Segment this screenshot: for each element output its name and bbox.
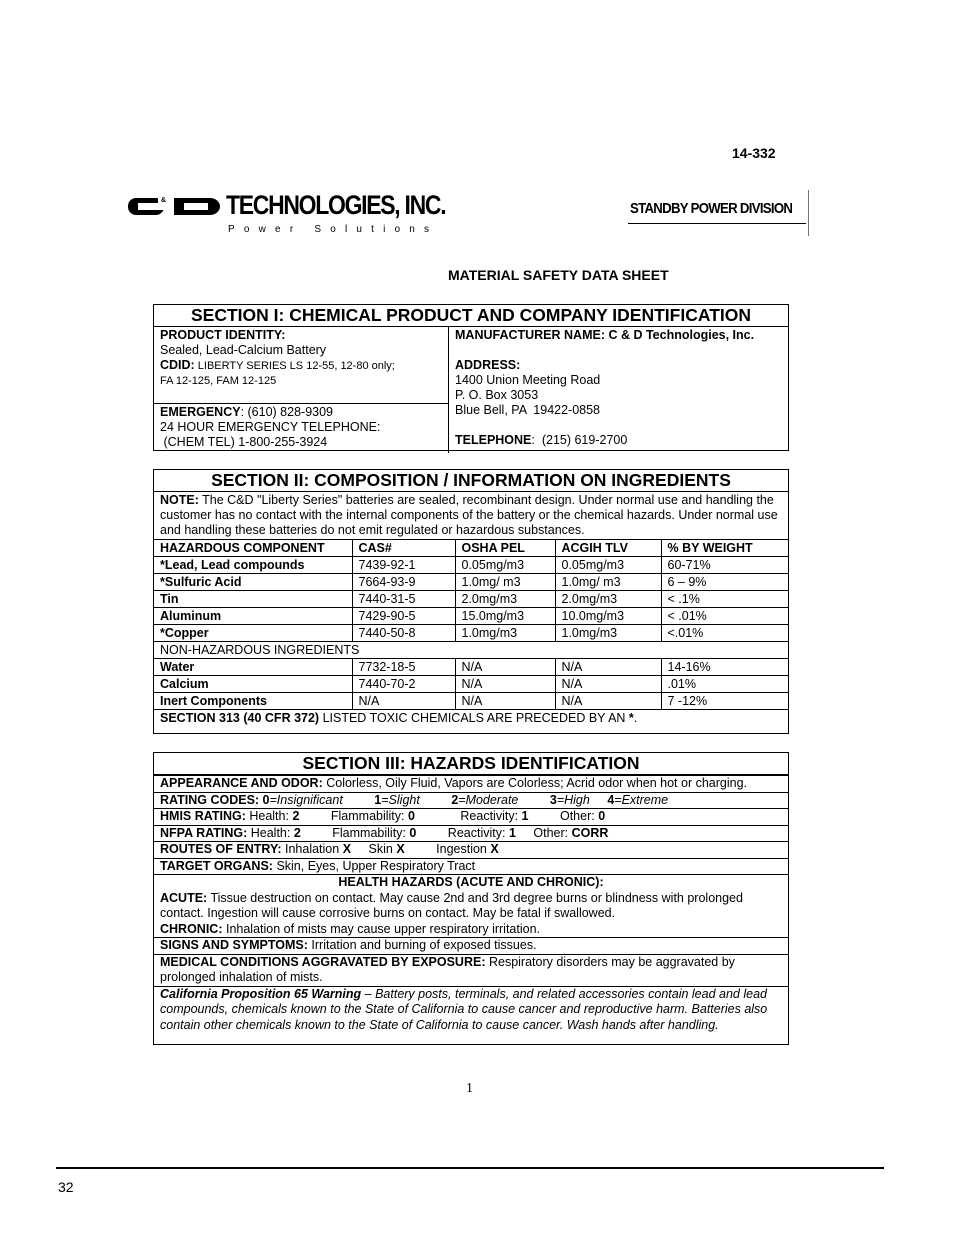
section-313-label: SECTION 313 (40 CFR 372) xyxy=(160,711,320,725)
chronic-value: Inhalation of mists may cause upper respiratory irritation. xyxy=(222,921,540,936)
table-cell: 7439-92-1 xyxy=(352,557,455,574)
table-cell: 7440-31-5 xyxy=(352,591,455,608)
rating-code: 0 xyxy=(262,792,270,807)
health-hazards-row xyxy=(154,874,788,937)
table-row xyxy=(154,659,788,676)
note-text: The C&D "Liberty Series" batteries are sealed, recombinant design. Under normal use and handling the customer has no contact with the internal components of the battery or the chemical hazards. Under normal use and handling these batteries do not emit regulated or hazardous substances. xyxy=(160,493,778,537)
address-line-3: Blue Bell, PA 19422-0858 xyxy=(455,403,601,417)
hmis-flammability: 0 xyxy=(407,809,415,823)
column-header: OSHA PEL xyxy=(461,541,525,555)
table-cell: N/A xyxy=(455,693,555,710)
skin-mark: X xyxy=(396,842,405,856)
section-1-heading: SECTION I: CHEMICAL PRODUCT AND COMPANY IDENTIFICATION xyxy=(154,305,788,327)
document-title: MATERIAL SAFETY DATA SHEET xyxy=(448,267,669,283)
product-identity-value: Sealed, Lead-Calcium Battery xyxy=(160,343,327,357)
table-cell: < .1% xyxy=(661,591,788,608)
table-row xyxy=(154,557,788,574)
section-2-heading: SECTION II: COMPOSITION / INFORMATION ON INGREDIENTS xyxy=(154,470,788,492)
ingredients-table xyxy=(154,492,788,726)
component-name: *Lead, Lead compounds xyxy=(160,558,305,572)
cdid-value-2: FA 12-125, FAM 12-125 xyxy=(160,375,277,387)
cdid-value: LIBERTY SERIES LS 12-55, 12-80 only; xyxy=(194,360,395,372)
component-name: *Copper xyxy=(160,626,209,640)
emergency-phone: : (610) 828-9309 xyxy=(240,405,334,419)
acute-value: Tissue destruction on contact. May cause 2nd and 3rd degree burns or blindness with prolonged contact. Ingestion will cause corrosive burns on contact. May be fatal if swallowed. xyxy=(160,890,743,920)
document-number: 14-332 xyxy=(732,145,776,161)
table-cell: N/A xyxy=(455,659,555,676)
component-name: *Sulfuric Acid xyxy=(160,575,242,589)
section-313-star: * xyxy=(628,711,634,725)
signs-value: Irritation and burning of exposed tissues. xyxy=(307,938,537,952)
note-label: NOTE: xyxy=(160,493,199,507)
table-cell: 7 -12% xyxy=(661,693,788,710)
column-header: CAS# xyxy=(358,541,392,555)
cd-logo-mark-icon xyxy=(128,195,224,217)
table-cell: 7429-90-5 xyxy=(352,608,455,625)
table-cell: 1.0mg/ m3 xyxy=(455,574,555,591)
signs-label: SIGNS AND SYMPTOMS: xyxy=(160,938,308,952)
hmis-reactivity: 1 xyxy=(521,809,529,823)
component-name: Aluminum xyxy=(160,609,222,623)
svg-text:&: & xyxy=(161,197,167,204)
brand-tagline: Power Solutions xyxy=(228,224,439,235)
table-cell: 7664-93-9 xyxy=(352,574,455,591)
column-header: HAZARDOUS COMPONENT xyxy=(160,541,325,555)
skin-label: Skin xyxy=(368,842,397,856)
health-label: Health: xyxy=(247,825,294,840)
non-hazardous-header-row xyxy=(154,642,788,659)
chem-tel: (CHEM TEL) 1-800-255-3924 xyxy=(160,435,328,449)
section-3-heading: SECTION III: HAZARDS IDENTIFICATION xyxy=(154,753,788,775)
table-cell: 0.05mg/m3 xyxy=(455,557,555,574)
nfpa-health: 2 xyxy=(293,825,301,840)
medical-conditions-row xyxy=(154,954,788,986)
ingestion-mark: X xyxy=(490,842,499,856)
product-identity-cell xyxy=(154,327,448,404)
hmis-row xyxy=(154,808,788,825)
non-hazardous-label: NON-HAZARDOUS INGREDIENTS xyxy=(154,642,788,659)
table-header-row xyxy=(154,540,788,557)
prop65-label: California Proposition 65 Warning xyxy=(160,986,362,1001)
health-hazards-heading: HEALTH HAZARDS (ACUTE AND CHRONIC): xyxy=(338,875,604,889)
table-cell: 7440-70-2 xyxy=(352,676,455,693)
product-column xyxy=(154,327,448,451)
section-2-composition xyxy=(153,469,789,734)
telephone-value: : (215) 619-2700 xyxy=(531,433,628,447)
acute-label: ACUTE: xyxy=(160,890,208,905)
medical-conditions-value: Respiratory disorders may be aggravated by prolonged inhalation of mists. xyxy=(160,954,735,984)
emergency-label: EMERGENCY xyxy=(160,405,241,419)
nfpa-row xyxy=(154,825,788,842)
section-313-text: LISTED TOXIC CHEMICALS ARE PRECEDED BY AN xyxy=(319,711,629,725)
rating-code-text: =Slight xyxy=(381,792,420,807)
table-cell: N/A xyxy=(555,659,661,676)
reactivity-label: Reactivity: xyxy=(447,825,509,840)
table-row xyxy=(154,574,788,591)
flammability-label: Flammability: xyxy=(332,825,410,840)
table-cell: 60-71% xyxy=(661,557,788,574)
table-cell: N/A xyxy=(555,693,661,710)
appearance-value: Colorless, Oily Fluid, Vapors are Colorless; Acrid odor when hot or charging. xyxy=(322,776,748,790)
rating-code: 4 xyxy=(607,792,615,807)
rating-code: 1 xyxy=(374,792,382,807)
signs-row xyxy=(154,937,788,954)
component-name: Water xyxy=(160,660,195,674)
table-cell: 6 – 9% xyxy=(661,574,788,591)
appearance-label: APPEARANCE AND ODOR: xyxy=(160,776,323,790)
brand-name: TECHNOLOGIES, INC. xyxy=(226,190,446,220)
other-label: Other: xyxy=(533,825,572,840)
rating-code: 2 xyxy=(451,792,459,807)
component-name: Tin xyxy=(160,592,179,606)
nfpa-label: NFPA RATING: xyxy=(160,825,248,840)
rating-code-text: =High xyxy=(556,792,590,807)
nfpa-flammability: 0 xyxy=(409,825,417,840)
appearance-row xyxy=(154,775,788,792)
emergency-cell xyxy=(154,404,448,451)
logo-rule xyxy=(628,223,806,224)
flammability-label: Flammability: xyxy=(330,809,408,823)
table-cell: < .01% xyxy=(661,608,788,625)
rating-code-text: =Moderate xyxy=(458,792,519,807)
address-line-1: 1400 Union Meeting Road xyxy=(455,373,601,387)
rating-code-text: =Insignificant xyxy=(269,792,343,807)
table-cell: 14-16% xyxy=(661,659,788,676)
table-row xyxy=(154,676,788,693)
table-cell: N/A xyxy=(455,676,555,693)
product-identity-label: PRODUCT IDENTITY: xyxy=(160,328,286,342)
table-row xyxy=(154,625,788,642)
chronic-label: CHRONIC: xyxy=(160,921,223,936)
rating-code-text: =Extreme xyxy=(614,792,669,807)
table-cell: 10.0mg/m3 xyxy=(555,608,661,625)
column-header: % BY WEIGHT xyxy=(667,541,753,555)
ingestion-label: Ingestion xyxy=(436,842,491,856)
telephone-label: TELEPHONE xyxy=(455,433,532,447)
hmis-health: 2 xyxy=(292,809,300,823)
prop65-row xyxy=(154,986,788,1034)
reactivity-label: Reactivity: xyxy=(460,809,522,823)
inhalation-mark: X xyxy=(342,842,352,856)
table-cell: 15.0mg/m3 xyxy=(455,608,555,625)
table-row xyxy=(154,608,788,625)
target-organs-value: Skin, Eyes, Upper Respiratory Tract xyxy=(272,858,476,873)
table-row xyxy=(154,591,788,608)
nfpa-other: CORR xyxy=(571,825,609,840)
table-row xyxy=(154,693,788,710)
section-313-row xyxy=(154,710,788,727)
nfpa-reactivity: 1 xyxy=(508,825,516,840)
table-cell: N/A xyxy=(352,693,455,710)
prop65-value: – Battery posts, terminals, and related accessories contain lead and lead compounds, chemicals known to the State of California to cause cancer and reproductive harm. Batteries also contain other chemicals known to the State of California to cause cancer. Wash hands after handling. xyxy=(160,986,768,1032)
emergency-24h-label: 24 HOUR EMERGENCY TELEPHONE: xyxy=(160,420,381,434)
table-cell: 1.0mg/m3 xyxy=(455,625,555,642)
table-cell: 7440-50-8 xyxy=(352,625,455,642)
address-label: ADDRESS: xyxy=(455,358,521,372)
rating-codes-label: RATING CODES: xyxy=(160,792,263,807)
table-cell: 7732-18-5 xyxy=(352,659,455,676)
rating-code: 3 xyxy=(549,792,557,807)
company-logo xyxy=(128,190,810,240)
division-name: STANDBY POWER DIVISION xyxy=(630,200,793,217)
routes-row xyxy=(154,841,788,858)
table-cell: 2.0mg/m3 xyxy=(555,591,661,608)
table-cell: .01% xyxy=(661,676,788,693)
table-cell: 2.0mg/m3 xyxy=(455,591,555,608)
table-cell: 1.0mg/m3 xyxy=(555,625,661,642)
table-cell: N/A xyxy=(555,676,661,693)
component-name: Calcium xyxy=(160,677,209,691)
medical-conditions-label: MEDICAL CONDITIONS AGGRAVATED BY EXPOSURE: xyxy=(160,954,486,969)
rating-codes-row xyxy=(154,792,788,809)
hmis-label: HMIS RATING: xyxy=(160,809,246,823)
table-cell: 0.05mg/m3 xyxy=(555,557,661,574)
footer-rule xyxy=(56,1167,884,1169)
manufacturer-column xyxy=(448,327,801,453)
page-number: 1 xyxy=(466,1081,473,1096)
note-cell xyxy=(154,492,788,540)
table-cell: 1.0mg/ m3 xyxy=(555,574,661,591)
section-1-identification xyxy=(153,304,789,451)
component-name: Inert Components xyxy=(160,694,267,708)
other-label: Other: xyxy=(559,809,599,823)
target-organs-row xyxy=(154,858,788,875)
health-label: Health: xyxy=(245,809,293,823)
section-313-end: . xyxy=(633,711,638,725)
section-3-hazards xyxy=(153,752,789,1045)
cdid-label: CDID: xyxy=(160,358,195,372)
address-line-2: P. O. Box 3053 xyxy=(455,388,539,402)
column-header: ACGIH TLV xyxy=(561,541,628,555)
manufacturer-name: MANUFACTURER NAME: C & D Technologies, Inc. xyxy=(455,328,755,342)
target-organs-label: TARGET ORGANS: xyxy=(160,858,273,873)
table-cell: <.01% xyxy=(661,625,788,642)
hmis-other: 0 xyxy=(598,809,606,823)
routes-label: ROUTES OF ENTRY: xyxy=(160,842,282,856)
logo-vertical-rule xyxy=(808,190,809,236)
footer-page-number: 32 xyxy=(58,1179,74,1195)
inhalation-label: Inhalation xyxy=(281,842,343,856)
